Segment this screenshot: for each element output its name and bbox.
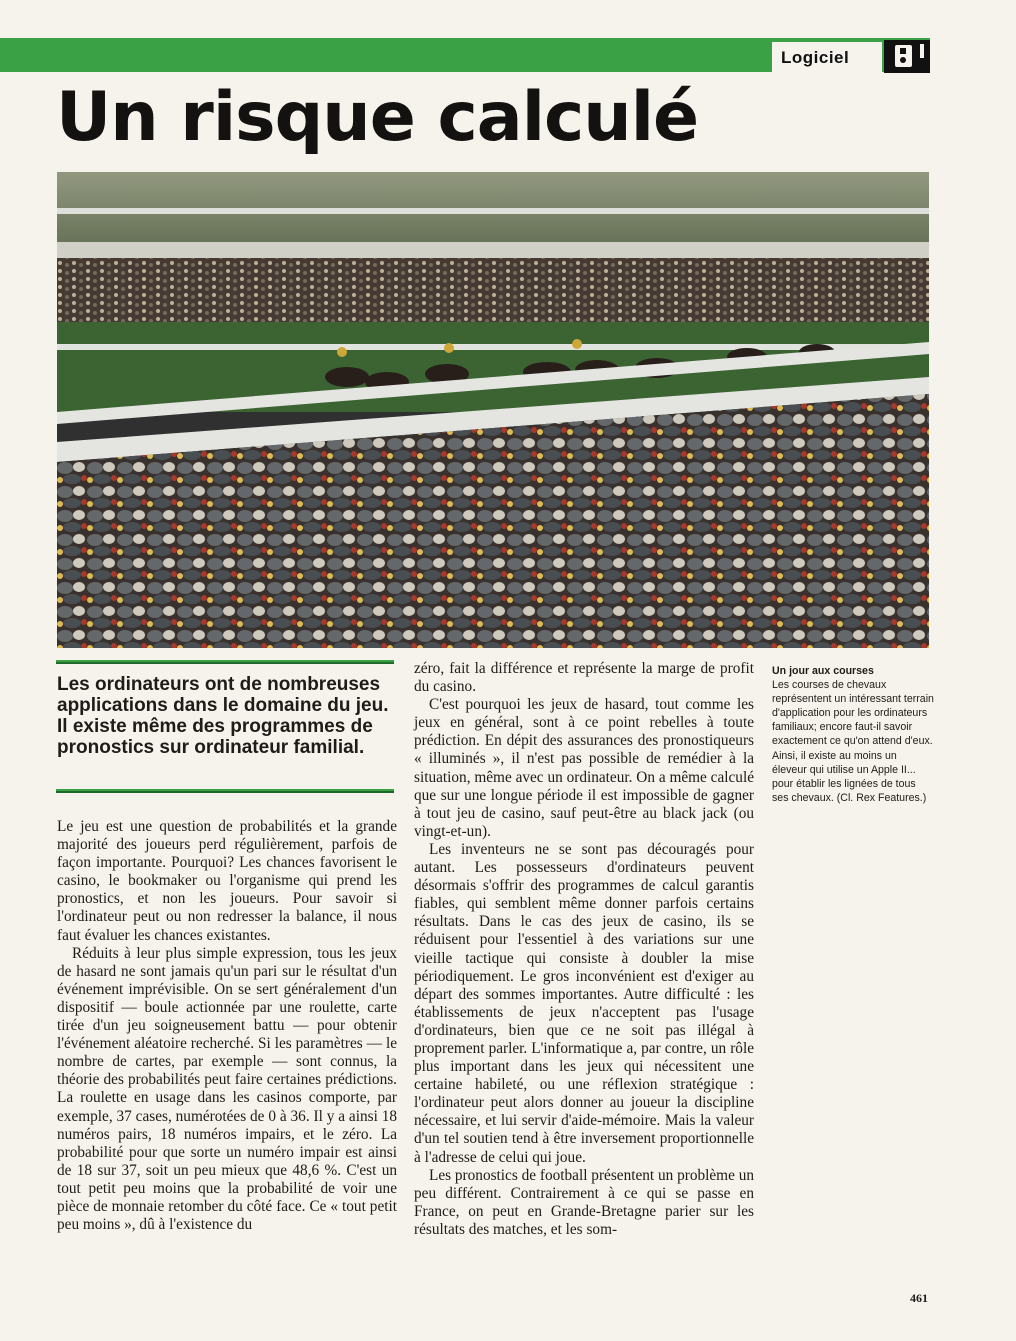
paragraph: Les inventeurs ne se sont pas découragés pour autant. Les possesseurs d'ordinateurs peuvent désormais s'offrir des programmes de calcul garantis fiables, qui semblent même donner parfois certains résultats. Dans le cas des jeux de casino, ils se réduisent pour l'essentiel à des variations sur une vieille tactique qui consiste à doubler la mise périodiquement. Le gros inconvénient est d'exiger au départ des sommes importantes. Autre difficulté : les établissements de jeux n'acceptent pas l'usage d'ordinateurs, bien que ce ne soit pas illégal à proprement parler. L'informatique a, par contre, un rôle plus important dans les jeux qui nécessitent une certaine habileté, ou une réflexion stratégique : l'ordinateur peut alors donner au joueur la discipline nécessaire, et lui servir d'aide-mémoire. Mais la valeur d'un tel soutien tend à être inversement proportionnelle à l'adresse de celui qui joue. [414, 840, 754, 1166]
paragraph: Les pronostics de football présentent un problème un peu différent. Contrairement à ce qui se passe en France, on peut en Grande-Bretagne parier sur les résultats des matches, et les som- [414, 1166, 754, 1238]
lead-paragraph: Les ordinateurs ont de nombreuses applications dans le domaine du jeu. Il existe même des programmes de pronostics sur ordinateur familial. [57, 674, 389, 758]
lead-rule-bottom [56, 789, 394, 793]
page-title: Un risque calculé [56, 78, 699, 157]
horse-race-crowd-photo [57, 172, 929, 648]
paragraph: zéro, fait la différence et représente la marge de profit du casino. [414, 660, 754, 696]
body-column-left [57, 818, 397, 1234]
paragraph: C'est pourquoi les jeux de hasard, tout comme les jeux en général, sont à ce point rebelles à toute prédiction. En dépit des assurances des pronostiqueurs « illuminés », il n'est pas possible de remédier à la situation, même avec un ordinateur. On a même calculé que sur une longue période il est impossible de gagner à tout jeu de casino, sauf peut-être au black jack (ou vingt-et-un). [414, 696, 754, 840]
body-column-middle [414, 660, 754, 1239]
caption-text: Les courses de chevaux représentent un intéressant terrain d'application pour les ordinateurs familiaux; encore faut-il savoir exactement ce qu'on attend d'eux. Ainsi, il existe au moins un éleveur qui utilise un Apple II... pour établir les lignées de tous ses chevaux. (Cl. Rex Features.) [772, 679, 934, 804]
paragraph: Réduits à leur plus simple expression, tous les jeux de hasard ne sont jamais qu'un pari sur le résultat d'un événement imprévisible. On se sert généralement d'un dispositif — boule actionnée par une roulette, carte tirée d'un jeu soigneusement battu — pour obtenir l'événement aléatoire recherché. Si les paramètres — le nombre de cartes, par exemple — sont connus, la théorie des probabilités peut faire certaines prédictions. La roulette en usage dans les casinos comporte, par exemple, 37 cases, numérotées de 0 à 36. Il y a ainsi 18 numéros pairs, 18 numéros impairs, et le zéro. La probabilité pour que sorte un numéro impair est ainsi de 18 sur 37, soit un peu mieux que 48,6 %. C'est un tout petit peu moins que la probabilité de voir une pièce de monnaie retomber du côté face. Ce « tout petit peu moins », dû à l'existence du [57, 944, 397, 1234]
paragraph: Le jeu est une question de probabilités et la grande majorité des joueurs perd régulièrement, parfois de façon importante. Pourquoi? Les chances favorisent le casino, le bookmaker ou l'organisme qui prend les pronostics, et non les joueurs. Pour savoir si l'ordinateur peut ou non redresser la balance, il nous faut évaluer les chances existantes. [57, 818, 397, 944]
caption-title: Un jour aux courses [772, 665, 874, 677]
lead-rule-top [56, 660, 394, 664]
floppy-disk-icon [884, 40, 930, 73]
page-number: 461 [910, 1291, 928, 1305]
section-label: Logiciel [781, 48, 850, 67]
photo-caption [772, 664, 934, 805]
